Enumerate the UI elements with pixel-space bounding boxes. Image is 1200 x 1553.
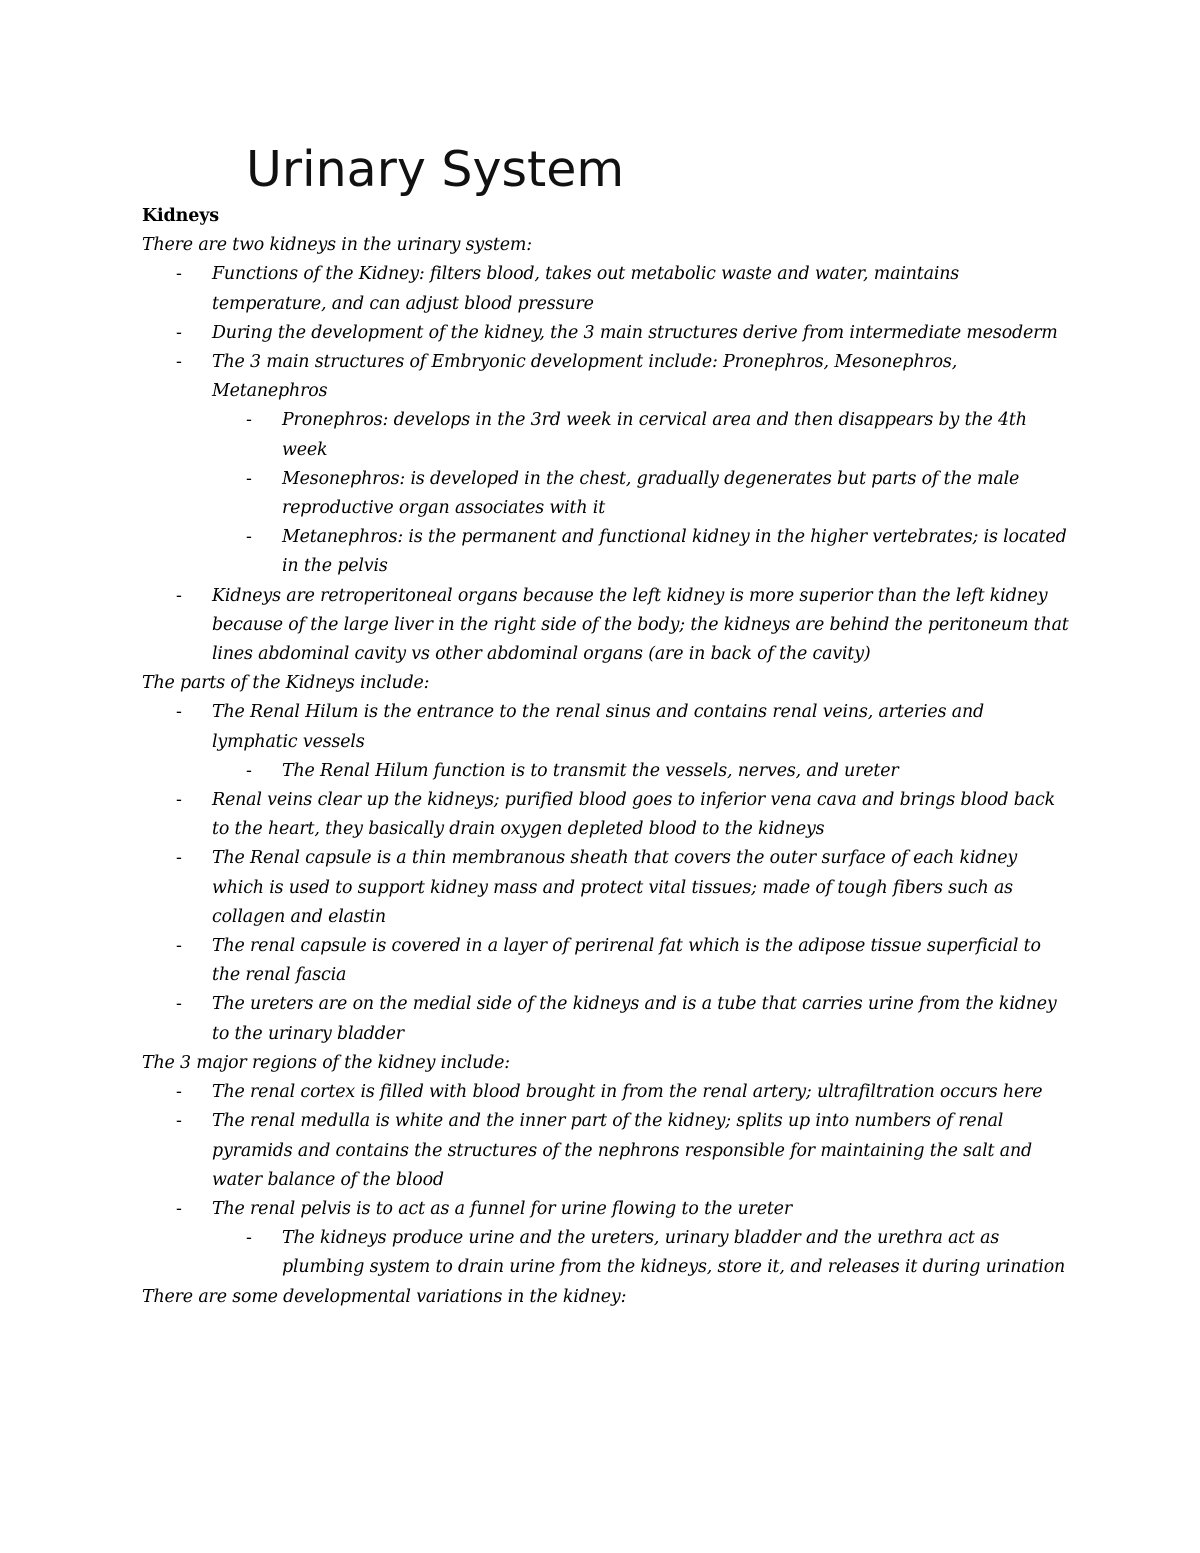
list-item: - The Renal capsule is a thin membranous sheath that covers the outer surface of each kidney which is used to support kidney mass and protect vital tissues; made of tough fibers such as collagen and elastin [142, 844, 1072, 932]
list-item: - The Renal Hilum is the entrance to the renal sinus and contains renal veins, arteries and lymphatic vessels [142, 698, 1072, 756]
paragraph: There are two kidneys in the urinary system: [142, 235, 532, 256]
section-heading: Kidneys [142, 206, 219, 226]
list-item: - The renal cortex is filled with blood brought in from the renal artery; ultrafiltration occurs here [142, 1078, 1072, 1107]
sub-list-item: - Pronephros: develops in the 3rd week in cervical area and then disappears by the 4th week [142, 406, 1072, 464]
paragraph: The 3 major regions of the kidney include: [142, 1052, 510, 1073]
bullet-list [142, 260, 1072, 669]
list-item: - The ureters are on the medial side of the kidneys and is a tube that carries urine from the kidney to the urinary bladder [142, 990, 1072, 1048]
list-item: - During the development of the kidney, the 3 main structures derive from intermediate mesoderm [142, 319, 1072, 348]
list-item: - Functions of the Kidney: filters blood, takes out metabolic waste and water, maintains temperature, and can adjust blood pressure [142, 260, 1072, 318]
list-item: - The renal pelvis is to act as a funnel for urine flowing to the ureter [142, 1195, 1072, 1224]
sub-list-item: - Metanephros: is the permanent and functional kidney in the higher vertebrates; is located in the pelvis [142, 523, 1072, 581]
sub-list-item: - The kidneys produce urine and the ureters, urinary bladder and the urethra act as plumbing system to drain urine from the kidneys, store it, and releases it during urination [142, 1224, 1072, 1282]
page-title: Urinary System [246, 141, 625, 198]
list-item: - The renal capsule is covered in a layer of perirenal fat which is the adipose tissue superficial to the renal fascia [142, 932, 1072, 990]
sub-list-item: - Mesonephros: is developed in the chest, gradually degenerates but parts of the male reproductive organ associates with it [142, 465, 1072, 523]
sub-list-item: - The Renal Hilum function is to transmit the vessels, nerves, and ureter [142, 757, 1072, 786]
document-body [142, 202, 1072, 1312]
list-item: - Renal veins clear up the kidneys; purified blood goes to inferior vena cava and brings blood back to the heart, they basically drain oxygen depleted blood to the kidneys [142, 786, 1072, 844]
paragraph: There are some developmental variations in the kidney: [142, 1286, 627, 1307]
list-item: - The 3 main structures of Embryonic development include: Pronephros, Mesonephros, Metanephros [142, 348, 1072, 406]
list-item: - Kidneys are retroperitoneal organs because the left kidney is more superior than the left kidney because of the large liver in the right side of the body; the kidneys are behind the peritoneum that lines abdominal cavity vs other abdominal organs (are in back of the cavity) [142, 582, 1072, 670]
bullet-list [142, 1078, 1072, 1282]
bullet-list [142, 698, 1072, 1048]
paragraph: The parts of the Kidneys include: [142, 673, 430, 694]
list-item: - The renal medulla is white and the inner part of the kidney; splits up into numbers of renal pyramids and contains the structures of the nephrons responsible for maintaining the salt and water balance of the blood [142, 1107, 1072, 1195]
